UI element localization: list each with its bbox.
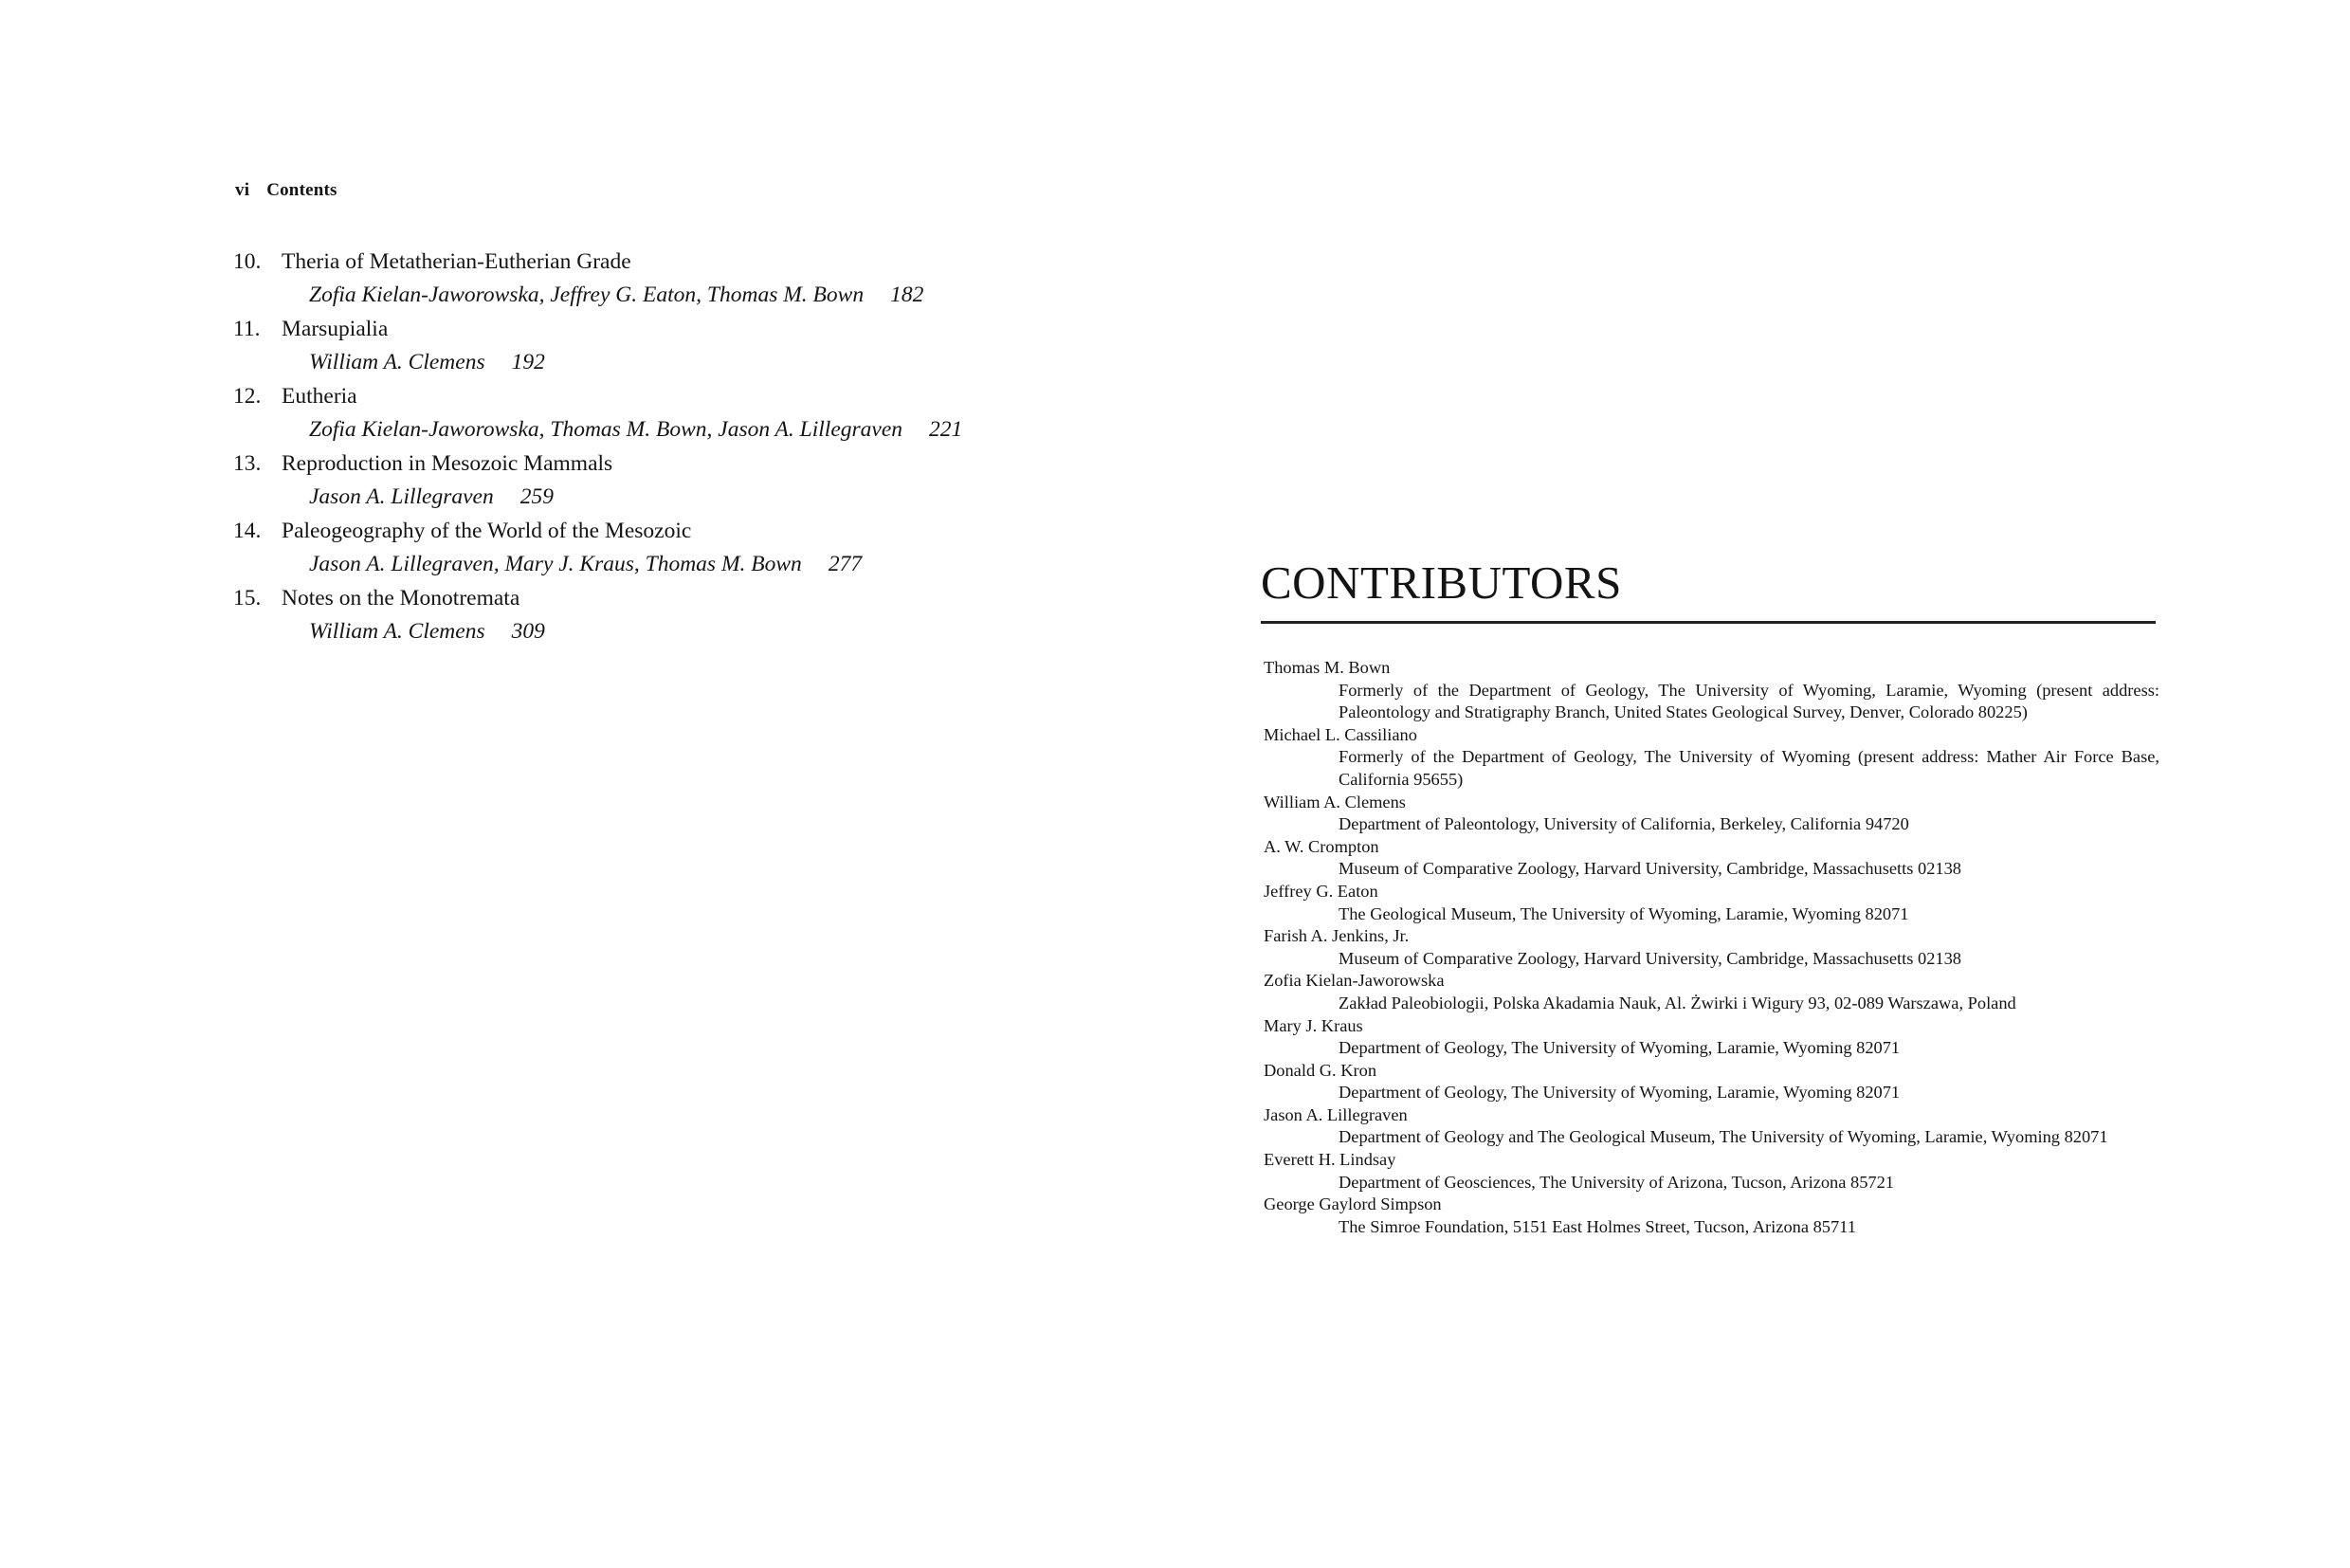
author-line [233, 481, 1086, 514]
contributor-affiliation: Museum of Comparative Zoology, Harvard University, Cambridge, Massachusetts 02138 [1339, 948, 1961, 968]
page-folio: vi [235, 180, 250, 200]
contributor-entry [1264, 657, 2159, 724]
contributor-affiliation: The Geological Museum, The University of Wyoming, Laramie, Wyoming 82071 [1339, 903, 1909, 923]
running-head-title: Contents [266, 180, 337, 200]
right-page [1175, 0, 2350, 1568]
contributor-affiliation: Department of Geosciences, The University of Arizona, Tucson, Arizona 85721 [1339, 1172, 1894, 1192]
chapter-page-number: 192 [511, 350, 545, 374]
contributor-affiliation: The Simroe Foundation, 5151 East Holmes Street, Tucson, Arizona 85711 [1339, 1216, 1856, 1236]
contributor-entry [1264, 792, 2159, 836]
chapter-page-number: 221 [929, 417, 963, 442]
running-head [235, 180, 337, 201]
contributor-affiliation: Museum of Comparative Zoology, Harvard University, Cambridge, Massachusetts 02138 [1339, 859, 1961, 879]
table-of-contents [233, 245, 1086, 648]
contributor-entry [1264, 1104, 2159, 1149]
contributor-name: Donald G. Kron [1264, 1060, 1377, 1080]
contributor-affiliation: Department of Geology and The Geological Museum, The University of Wyoming, Laramie, Wyoming 82071 [1339, 1127, 2108, 1147]
toc-entry [233, 245, 1086, 312]
chapter-line [233, 581, 1086, 615]
chapter-title: Marsupialia [282, 317, 389, 341]
contributor-entry [1264, 925, 2159, 970]
contributor-name: Mary J. Kraus [1264, 1015, 1363, 1035]
contributor-affiliation: Formerly of the Department of Geology, The University of Wyoming (present address: Mather Air Force Base, California 95655) [1339, 747, 2159, 789]
chapter-line [233, 379, 1086, 413]
author-line [233, 548, 1086, 581]
chapter-number: 14. [233, 519, 262, 543]
chapter-number: 10. [233, 249, 262, 274]
chapter-authors: Jason A. Lillegraven [309, 484, 494, 509]
contributors-heading: CONTRIBUTORS [1261, 556, 1622, 609]
contributor-affiliation: Department of Geology, The University of Wyoming, Laramie, Wyoming 82071 [1339, 1038, 1901, 1058]
chapter-title: Notes on the Monotremata [282, 586, 520, 611]
contributor-name: Thomas M. Bown [1264, 658, 1391, 677]
chapter-page-number: 309 [511, 619, 545, 644]
contributor-affiliation: Department of Geology, The University of Wyoming, Laramie, Wyoming 82071 [1339, 1083, 1901, 1103]
contributor-name: A. W. Crompton [1264, 836, 1379, 856]
chapter-authors: Jason A. Lillegraven, Mary J. Kraus, Thomas M. Bown [309, 552, 802, 576]
toc-entry [233, 514, 1086, 581]
author-line [233, 615, 1086, 648]
contributors-list [1264, 657, 2159, 1238]
contributor-affiliation: Department of Paleontology, University of California, Berkeley, California 94720 [1339, 814, 1909, 834]
contributor-entry [1264, 836, 2159, 881]
author-line [233, 279, 1086, 312]
contributor-affiliation: Zakład Paleobiologii, Polska Akadamia Nauk, Al. Żwirki i Wigury 93, 02-089 Warszawa, Poland [1339, 993, 2016, 1012]
toc-entry [233, 379, 1086, 447]
chapter-authors: Zofia Kielan-Jaworowska, Thomas M. Bown, Jason A. Lillegraven [309, 417, 903, 442]
chapter-line [233, 514, 1086, 548]
contributor-entry [1264, 881, 2159, 925]
toc-entry [233, 447, 1086, 514]
chapter-title: Reproduction in Mesozoic Mammals [282, 451, 613, 476]
contributor-name: Farish A. Jenkins, Jr. [1264, 926, 1410, 946]
contributor-entry [1264, 1015, 2159, 1060]
contributor-entry [1264, 1194, 2159, 1238]
chapter-line [233, 447, 1086, 481]
toc-entry [233, 581, 1086, 648]
chapter-authors: William A. Clemens [309, 619, 485, 644]
chapter-title: Paleogeography of the World of the Mesozoic [282, 519, 692, 543]
chapter-page-number: 259 [519, 484, 554, 509]
chapter-title: Eutheria [282, 384, 357, 409]
chapter-authors: Zofia Kielan-Jaworowska, Jeffrey G. Eaton, Thomas M. Bown [309, 283, 865, 307]
chapter-line [233, 312, 1086, 346]
contributor-entry [1264, 970, 2159, 1014]
chapter-line [233, 245, 1086, 279]
contributor-entry [1264, 1149, 2159, 1194]
contributor-name: Jason A. Lillegraven [1264, 1104, 1408, 1124]
contributor-name: Zofia Kielan-Jaworowska [1264, 971, 1445, 991]
contributor-entry [1264, 724, 2159, 792]
chapter-number: 15. [233, 586, 262, 611]
chapter-page-number: 182 [890, 283, 924, 307]
heading-rule [1261, 621, 2156, 624]
chapter-authors: William A. Clemens [309, 350, 485, 374]
chapter-page-number: 277 [828, 552, 863, 576]
chapter-number: 12. [233, 384, 262, 409]
chapter-number: 11. [233, 317, 261, 341]
contributor-name: Everett H. Lindsay [1264, 1150, 1396, 1170]
contributor-name: Jeffrey G. Eaton [1264, 881, 1378, 901]
contributor-name: George Gaylord Simpson [1264, 1194, 1442, 1214]
contributor-name: William A. Clemens [1264, 792, 1406, 811]
contributor-name: Michael L. Cassiliano [1264, 724, 1417, 744]
chapter-number: 13. [233, 451, 262, 476]
author-line [233, 413, 1086, 447]
toc-entry [233, 312, 1086, 379]
chapter-title: Theria of Metatherian-Eutherian Grade [282, 249, 631, 274]
author-line [233, 346, 1086, 379]
contributor-entry [1264, 1060, 2159, 1104]
contributor-affiliation: Formerly of the Department of Geology, The University of Wyoming, Laramie, Wyoming (present address: Paleontology and Stratigraphy Branch, United States Geological Survey, Denver, Colorado 80225) [1339, 680, 2159, 722]
